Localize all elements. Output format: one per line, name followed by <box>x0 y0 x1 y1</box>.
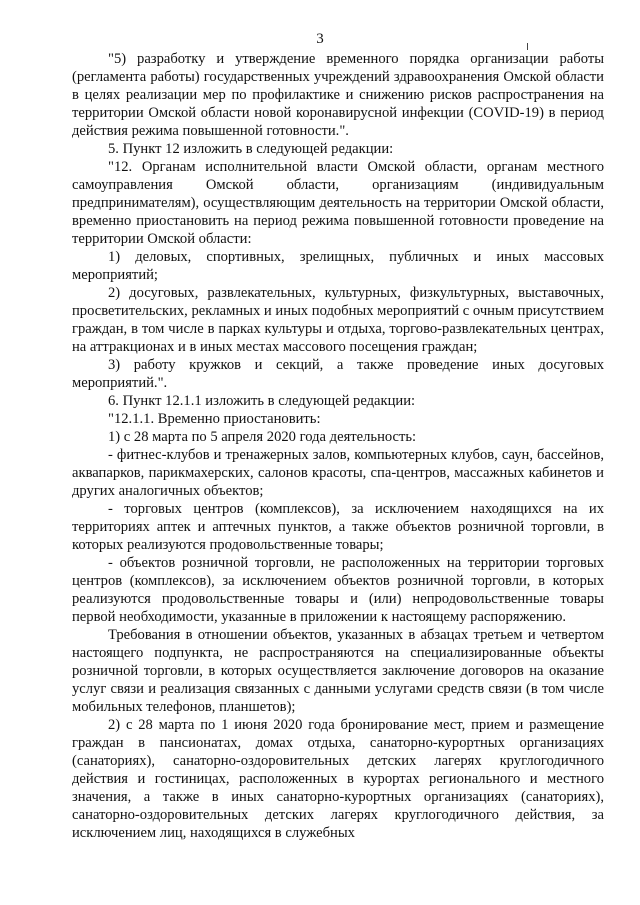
paragraph: 6. Пункт 12.1.1 изложить в следующей редакции: <box>108 393 416 409</box>
paragraph: - торговых центров (комплексов), за исключением находящихся на их территориях аптек и аптечных пунктов, а также объектов розничной торговли, в которых реализуются продовольственные товары; <box>72 501 604 553</box>
paragraph: "12. Органам исполнительной власти Омской области, органам местного самоуправления Омской области, организациям (индивидуальным предпринимателям), осуществляющим деятельность на территории Омской области, временно приостановить на период режима повышенной готовности проведение на территории Омской области: <box>72 159 604 247</box>
paragraph: 3) работу кружков и секций, а также проведение иных досуговых мероприятий.". <box>72 357 604 391</box>
paragraph: 2) с 28 марта по 1 июня 2020 года бронирование мест, прием и размещение граждан в пансионатах, домах отдыха, санаторно-курортных организациях (санаториях), санаторно-оздоровительных детских лагерях круглогодичного действия и гостиницах, расположенных в курортах регионального и местного значения, а также в иных санаторно-курортных организациях (санаториях), санаторно-оздоровительных детских лагерях круглогодичного действия, за исключением лиц, находящихся в служебных <box>72 717 604 841</box>
page-number: 3 <box>316 31 324 47</box>
paragraph: 1) с 28 марта по 5 апреля 2020 года деятельность: <box>108 429 417 445</box>
scan-mark <box>527 43 528 50</box>
paragraph: "12.1.1. Временно приостановить: <box>108 411 321 427</box>
paragraph: 1) деловых, спортивных, зрелищных, публичных и иных массовых мероприятий; <box>72 249 604 283</box>
paragraph: 5. Пункт 12 изложить в следующей редакции: <box>108 141 394 157</box>
paragraph: "5) разработку и утверждение временного порядка организации работы (регламента работы) государственных учреждений здравоохранения Омской области в целях реализации мер по профилактике и снижению рисков распространения на территории Омской области новой коронавирусной инфекции (COVID-19) в период действия режима повышенной готовности.". <box>72 51 604 139</box>
paragraph: - фитнес-клубов и тренажерных залов, компьютерных клубов, саун, бассейнов, аквапарков, парикмахерских, салонов красоты, спа-центров, массажных кабинетов и других аналогичных объектов; <box>72 447 604 499</box>
paragraph: 2) досуговых, развлекательных, культурных, физкультурных, выставочных, просветительских, рекламных и иных подобных мероприятий с очным присутствием граждан, в том числе в парках культуры и отдыха, торгово-развлекательных центрах, на аттракционах и в иных местах массового посещения граждан; <box>72 285 604 355</box>
paragraph: Требования в отношении объектов, указанных в абзацах третьем и четвертом настоящего подпункта, не распространяются на специализированные объекты розничной торговли, в которых осуществляется заключение договоров на оказание услуг связи и реализация связанных с данными услугами средств связи (в том числе мобильных телефонов, планшетов); <box>72 627 604 715</box>
document-body <box>72 50 604 842</box>
paragraph: - объектов розничной торговли, не расположенных на территории торговых центров (комплексов), за исключением объектов розничной торговли, в которых реализуются продовольственные товары и (или) непродовольственные товары первой необходимости, указанные в приложении к настоящему распоряжению. <box>72 555 604 625</box>
